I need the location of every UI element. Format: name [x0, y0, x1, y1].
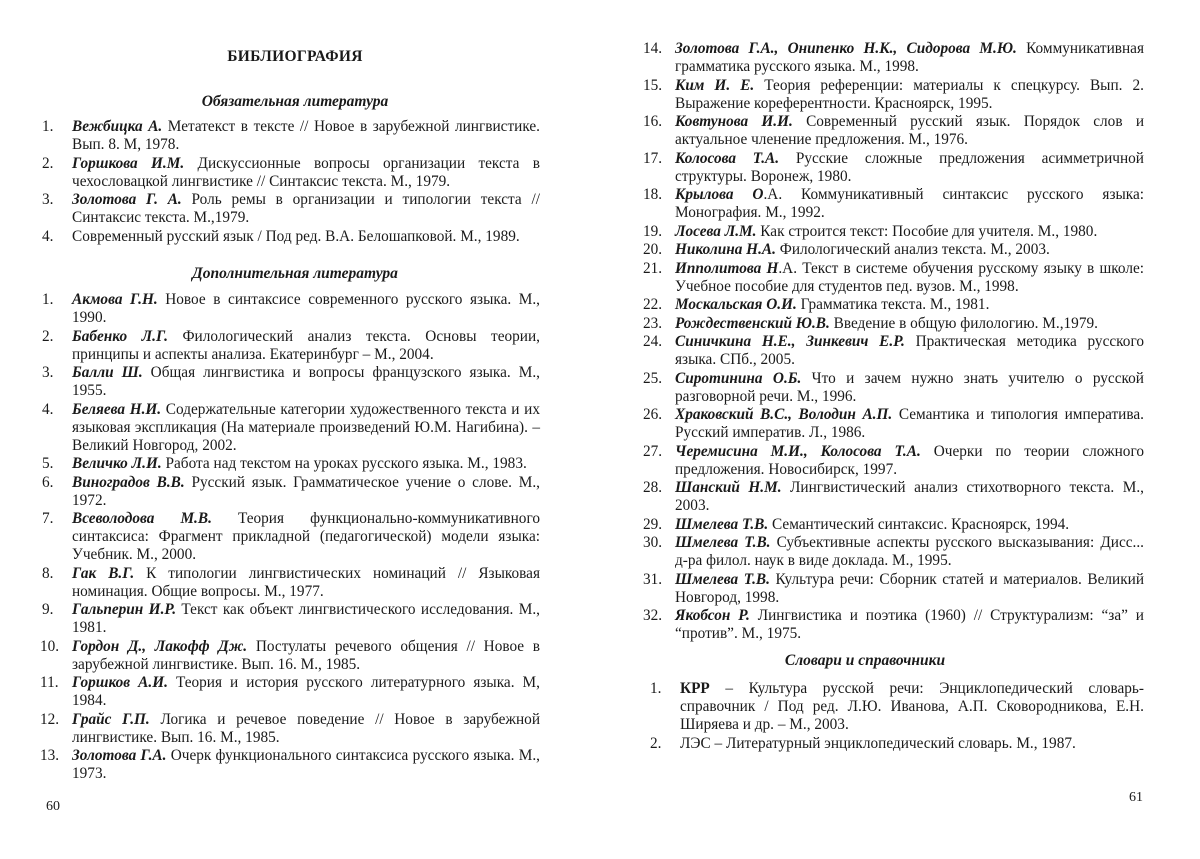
- reference-number: 3.: [42, 364, 54, 381]
- reference-number: 31.: [643, 570, 663, 588]
- reference-text: Постулаты речевого общения // Новое в зарубежной лингвистике. Вып. 16. М., 1985.: [72, 637, 540, 673]
- reference-item: [42, 227, 540, 246]
- reference-author: Синичкина Н.Е., Зинкевич Е.Р.: [675, 333, 905, 350]
- reference-number: 21.: [643, 259, 663, 277]
- reference-number: 29.: [643, 515, 663, 533]
- reference-item: [643, 369, 1144, 406]
- reference-author: Балли Ш.: [72, 364, 143, 381]
- reference-author: Николина Н.А.: [675, 241, 776, 258]
- reference-author: Акмова Г.Н.: [72, 291, 158, 308]
- reference-number: 14.: [643, 40, 663, 57]
- reference-text: Лингвистика и поэтика (1960) // Структурализм: “за” и “против”. М., 1975.: [675, 607, 1144, 642]
- dictionaries-list: [650, 680, 1144, 753]
- reference-number: 15.: [643, 76, 663, 94]
- reference-author: Гордон Д., Лакофф Дж.: [72, 637, 248, 655]
- reference-text: Что и зачем нужно знать учителю о русской разговорной речи. М., 1996.: [675, 369, 1144, 405]
- reference-author: Лосева Л.М.: [675, 222, 757, 240]
- reference-author: Черемисина М.И., Колосова Т.А.: [675, 442, 921, 460]
- reference-number: 25.: [643, 369, 663, 387]
- reference-item: [643, 149, 1144, 186]
- reference-number: 12.: [40, 710, 60, 728]
- reference-author: КРР: [680, 680, 710, 697]
- reference-number: 10.: [40, 637, 60, 655]
- reference-text: Метатекст в тексте // Новое в зарубежной лингвистике. Вып. 8. М, 1978.: [72, 118, 541, 153]
- right-page: [600, 0, 1200, 859]
- reference-author: Шмелева Т.В.: [675, 570, 770, 588]
- reference-number: 4.: [42, 227, 54, 245]
- reference-number: 4.: [42, 400, 54, 418]
- section-heading: Обязательная литература: [201, 93, 389, 110]
- section-heading: Словари и справочники: [784, 652, 946, 669]
- reference-item: [42, 191, 540, 227]
- reference-text: ЛЭС – Литературный энциклопедический словарь. М., 1987.: [680, 734, 1076, 752]
- reference-number: 1.: [42, 118, 54, 135]
- reference-number: 2.: [650, 734, 662, 752]
- page-title: БИБЛИОГРАФИЯ: [227, 48, 363, 65]
- reference-text: Русские сложные предложения асимметричной структуры. Воронеж, 1980.: [675, 149, 1144, 185]
- reference-author: Горшков А.И.: [72, 674, 168, 691]
- reference-author: Ипполитова Н: [675, 259, 779, 277]
- reference-text: Роль ремы в организации и типологии текста // Синтаксис текста. М.,1979.: [72, 191, 540, 226]
- reference-author: Всеволодова М.В.: [72, 510, 212, 527]
- reference-text: Как строится текст: Пособие для учителя. М., 1980.: [756, 222, 1098, 240]
- reference-number: 18.: [643, 186, 663, 203]
- reference-author: Шанский Н.М.: [675, 479, 782, 496]
- reference-number: 28.: [643, 479, 663, 496]
- reference-item: [643, 515, 1144, 534]
- reference-text: Практическая методика русского языка. СПб., 2005.: [675, 333, 1144, 368]
- reference-item: [643, 186, 1145, 222]
- reference-item: [643, 241, 1144, 259]
- reference-author: Крылова О: [675, 186, 764, 203]
- reference-text: Коммуникативная грамматика русского языка. М., 1998.: [675, 40, 1144, 75]
- reference-author: Колосова Т.А.: [675, 149, 780, 167]
- reference-text: Общая лингвистика и вопросы французского языка. М., 1955.: [72, 364, 540, 399]
- reference-item: [643, 534, 1145, 570]
- reference-text: Работа над текстом на уроках русского языка. М., 1983.: [161, 455, 527, 472]
- reference-author: Вежбицка А.: [72, 118, 163, 135]
- reference-item: [42, 510, 540, 564]
- reference-number: 19.: [643, 222, 663, 240]
- page-number: 60: [46, 799, 60, 814]
- reference-item: [643, 314, 1144, 333]
- reference-item: [643, 113, 1145, 149]
- reference-item: [42, 364, 540, 400]
- reference-text: Дискуссионные вопросы организации текста в чехословацкой лингвистике // Синтаксис текста. М., 1979.: [72, 154, 540, 190]
- reference-text: .А. Текст в системе обучения русскому языку в школе: Учебное пособие для студентов пед. вузов. М., 1998.: [675, 259, 1144, 295]
- reference-item: [643, 76, 1144, 113]
- reference-number: 26.: [643, 406, 663, 423]
- page-number: 61: [1129, 790, 1143, 805]
- section-heading-dictionaries: [620, 652, 1110, 670]
- additional-literature-list: [40, 291, 541, 784]
- reference-item: [42, 327, 541, 364]
- reference-text: Теория референции: материалы к спецкурсу. Вып. 2. Выражение кореферентности. Красноярск, 1995.: [675, 76, 1144, 112]
- reference-author: Золотова Г.А.: [72, 747, 167, 764]
- reference-text: Современный русский язык. Порядок слов и актуальное членение предложения. М., 1976.: [675, 113, 1145, 148]
- reference-author: Золотова Г. А.: [72, 191, 182, 208]
- reference-text: Современный русский язык / Под ред. В.А. Белошапковой. М., 1989.: [72, 227, 520, 245]
- reference-item: [40, 747, 540, 783]
- reference-item: [40, 674, 540, 710]
- reference-author: Величко Л.И.: [72, 455, 162, 472]
- reference-author: Якобсон Р.: [675, 607, 750, 624]
- reference-item: [643, 442, 1144, 479]
- reference-text: Очерк функционального синтаксиса русского языка. М., 1973.: [72, 747, 540, 782]
- reference-text: Лингвистический анализ стихотворного текста. М., 2003.: [675, 479, 1144, 514]
- reference-number: 2.: [42, 327, 54, 345]
- required-literature-list: [42, 118, 541, 246]
- reference-text: К типологии лингвистических номинаций // Языковая номинация. Общие вопросы. М., 1977.: [72, 564, 540, 600]
- reference-item: [42, 118, 541, 154]
- reference-number: 30.: [643, 534, 663, 551]
- reference-item: [40, 710, 540, 747]
- reference-item: [42, 601, 540, 637]
- reference-number: 3.: [42, 191, 54, 208]
- reference-number: 2.: [42, 154, 54, 172]
- reference-author: Виноградов В.В.: [72, 473, 185, 491]
- reference-item: [42, 564, 540, 601]
- reference-text: Грамматика текста. М., 1981.: [796, 296, 990, 313]
- reference-number: 1.: [650, 680, 662, 697]
- reference-number: 8.: [42, 564, 54, 582]
- reference-text: Теория функционально-коммуникативного синтаксиса: Фрагмент прикладной (педагогической) модели языка: Учебник. М., 2000.: [72, 510, 540, 563]
- reference-author: Шмелева Т.В.: [675, 534, 771, 551]
- reference-author: Шмелева Т.В.: [675, 515, 769, 533]
- reference-text: Русский язык. Грамматическое учение о слове. М., 1972.: [72, 473, 541, 509]
- reference-text: Субъективные аспекты русского высказывания: Дисс... д-ра филол. наук в виде доклада. М., 1995.: [675, 534, 1145, 569]
- reference-item: [643, 406, 1144, 442]
- reference-item: [42, 154, 540, 191]
- reference-number: 6.: [42, 473, 54, 491]
- reference-number: 5.: [42, 455, 54, 472]
- reference-text: Очерки по теории сложного предложения. Новосибирск, 1997.: [675, 442, 1144, 478]
- reference-item: [650, 734, 1144, 753]
- reference-author: Бабенко Л.Г.: [72, 327, 168, 345]
- reference-author: Горшкова И.М.: [72, 154, 185, 172]
- reference-number: 1.: [42, 291, 54, 308]
- reference-text: Теория и история русского литературного языка. М, 1984.: [72, 674, 540, 709]
- reference-text: Семантический синтаксис. Красноярск, 1994.: [768, 515, 1070, 533]
- reference-number: 7.: [42, 510, 54, 527]
- reference-author: Гальперин И.Р.: [72, 601, 177, 618]
- reference-author: Гак В.Г.: [72, 564, 135, 582]
- reference-author: Ким И. Е.: [675, 76, 755, 94]
- section-heading-required: [50, 93, 540, 111]
- reference-author: Беляева Н.И.: [72, 400, 162, 418]
- reference-item: [42, 400, 540, 455]
- reference-item: [42, 455, 540, 473]
- reference-text: – Культура русской речи: Энциклопедический словарь-справочник / Под ред. Л.Ю. Иванова, А.П. Сковородникова, Е.Н. Ширяева и др. – М., 2003.: [680, 680, 1144, 733]
- reference-number: 16.: [643, 113, 663, 130]
- reference-author: Ковтунова И.И.: [675, 113, 793, 130]
- reference-author: Рождественский Ю.В.: [675, 314, 830, 332]
- reference-number: 9.: [42, 601, 54, 618]
- reference-text: Семантика и типология императива. Русский императив. Л., 1986.: [675, 406, 1144, 441]
- reference-text: Введение в общую филологию. М.,1979.: [829, 314, 1098, 332]
- section-heading: Дополнительная литература: [192, 265, 398, 282]
- reference-item: [643, 259, 1144, 296]
- reference-number: 32.: [643, 607, 663, 624]
- reference-item: [643, 40, 1144, 76]
- reference-number: 13.: [40, 747, 60, 764]
- reference-item: [643, 607, 1144, 643]
- reference-item: [643, 570, 1145, 607]
- reference-text: Филологический анализ текста. Основы теории, принципы и аспекты анализа. Екатеринбург – М., 2004.: [72, 327, 541, 363]
- reference-item: [643, 479, 1144, 515]
- reference-number: 20.: [643, 241, 663, 258]
- reference-text: Филологический анализ текста. М., 2003.: [775, 241, 1050, 258]
- reference-text: Новое в синтаксисе современного русского языка. М., 1990.: [72, 291, 540, 326]
- reference-number: 17.: [643, 149, 663, 167]
- reference-text: Содержательные категории художественного текста и их языковая экспликация (На материале произведений Ю.М. Нагибина). – Великий Новгород, 2002.: [72, 400, 540, 454]
- section-heading-additional: [50, 265, 540, 283]
- reference-number: 23.: [643, 314, 663, 332]
- additional-literature-list-continued: [643, 40, 1145, 644]
- reference-item: [42, 291, 540, 327]
- reference-author: Храковский В.С., Володин А.П.: [675, 406, 893, 423]
- reference-text: Текст как объект лингвистического исследования. М., 1981.: [72, 601, 540, 636]
- reference-item: [643, 222, 1144, 241]
- reference-author: Золотова Г.А., Онипенко Н.К., Сидорова М.Ю.: [675, 40, 1017, 57]
- reference-number: 11.: [40, 674, 59, 691]
- reference-item: [643, 296, 1144, 314]
- reference-item: [650, 680, 1144, 734]
- reference-author: Сиротинина О.Б.: [675, 369, 802, 387]
- reference-item: [42, 473, 541, 510]
- reference-author: Грайс Г.П.: [72, 710, 150, 728]
- reference-number: 22.: [643, 296, 663, 313]
- reference-item: [40, 637, 540, 674]
- reference-text: Логика и речевое поведение // Новое в зарубежной лингвистике. Вып. 16. М., 1985.: [72, 710, 540, 746]
- reference-number: 24.: [643, 333, 663, 350]
- reference-item: [643, 333, 1144, 369]
- reference-number: 27.: [643, 442, 663, 460]
- reference-author: Москальская О.И.: [675, 296, 797, 313]
- reference-text: .А. Коммуникативный синтаксис русского языка: Монография. М., 1992.: [675, 186, 1145, 221]
- reference-text: Культура речи: Сборник статей и материалов. Великий Новгород, 1998.: [675, 570, 1145, 606]
